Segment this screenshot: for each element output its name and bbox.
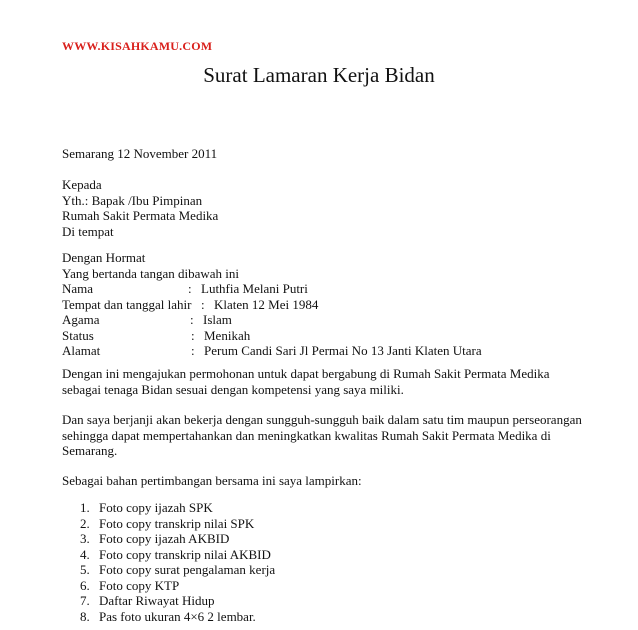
- field-colon: :: [190, 312, 194, 327]
- field-colon: :: [191, 343, 195, 358]
- field-colon: :: [191, 327, 195, 343]
- field-colon: :: [188, 281, 192, 296]
- field-label: Nama: [62, 281, 94, 296]
- field-colon: :: [201, 296, 205, 312]
- field-value: Klaten 12 Mei 1984: [214, 296, 319, 312]
- recipient-line: Rumah Sakit Permata Medika: [62, 208, 219, 223]
- salutation-block: [62, 250, 239, 281]
- field-row-status: [62, 328, 602, 344]
- intro-line: Yang bertanda tangan dibawah ini: [62, 265, 240, 281]
- list-item: 3. Foto copy ijazah AKBID: [80, 531, 230, 546]
- field-value: Luthfia Melani Putri: [201, 281, 308, 296]
- recipient-line: Yth.: Bapak /Ibu Pimpinan: [62, 192, 203, 208]
- date-line: Semarang 12 November 2011: [62, 146, 218, 161]
- paragraph-application: Dengan ini mengajukan permohonan untuk dapat bergabung di Rumah Sakit Permata Medika sebagai tenaga Bidan sesuai dengan kompetensi yang saya miliki.: [62, 366, 550, 397]
- site-watermark: WWW.KISAHKAMU.COM: [62, 39, 213, 53]
- field-value: Menikah: [204, 327, 251, 343]
- recipient-block: [62, 177, 218, 239]
- paragraph-commitment: Dan saya berjanji akan bekerja dengan sungguh-sungguh baik dalam satu tim maupun perseorangan sehingga dapat mempertahankan dan meningkatkan kwalitas Rumah Sakit Permata Medika di Semarang.: [62, 412, 582, 458]
- field-row-ttl: [62, 297, 602, 313]
- field-label: Alamat: [62, 343, 101, 358]
- list-item: 4. Foto copy transkrip nilai AKBID: [80, 546, 271, 562]
- salutation: Dengan Hormat: [62, 250, 146, 265]
- field-value: Perum Candi Sari Jl Permai No 13 Janti Klaten Utara: [204, 343, 482, 358]
- field-value: Islam: [203, 312, 232, 327]
- attachments-list: [62, 500, 462, 624]
- list-item: 6. Foto copy KTP: [80, 577, 180, 593]
- field-row-alamat: [62, 343, 602, 359]
- list-item: 2. Foto copy transkrip nilai SPK: [80, 515, 255, 531]
- field-label: Status: [62, 327, 94, 343]
- list-item: 1. Foto copy ijazah SPK: [80, 500, 213, 515]
- field-row-nama: [62, 281, 602, 297]
- attachments-intro: Sebagai bahan pertimbangan bersama ini saya lampirkan:: [62, 473, 362, 488]
- field-label: Tempat dan tanggal lahir: [62, 296, 192, 312]
- list-item: 8. Pas foto ukuran 4×6 2 lembar.: [80, 608, 256, 624]
- field-row-agama: [62, 312, 602, 328]
- letter-title: Surat Lamaran Kerja Bidan: [203, 63, 435, 87]
- recipient-line: Di tempat: [62, 223, 114, 239]
- list-item: 7. Daftar Riwayat Hidup: [80, 593, 215, 608]
- list-item: 5. Foto copy surat pengalaman kerja: [80, 562, 276, 577]
- field-label: Agama: [62, 312, 100, 327]
- recipient-line: Kepada: [62, 177, 102, 192]
- applicant-fields: [62, 281, 602, 359]
